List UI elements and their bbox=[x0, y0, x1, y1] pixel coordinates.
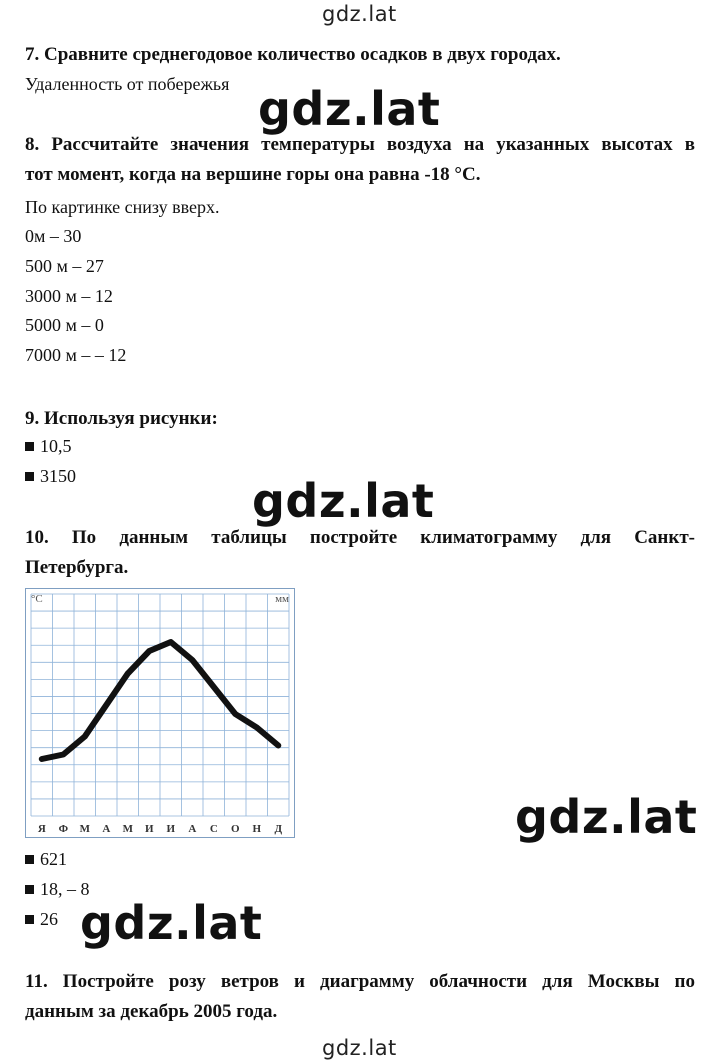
watermark-big-2: gdz.lat bbox=[252, 474, 435, 528]
x-tick-label: А bbox=[188, 823, 197, 835]
bullet-text: 621 bbox=[40, 849, 67, 869]
climatogram-chart bbox=[25, 588, 295, 838]
q9-bullet bbox=[25, 463, 76, 489]
watermark-big-4: gdz.lat bbox=[80, 896, 263, 950]
q7-answer: Удаленность от побережья bbox=[25, 74, 230, 94]
q11-title-line2: данным за декабрь 2005 года. bbox=[25, 1001, 278, 1022]
bullet-text: 3150 bbox=[40, 466, 76, 486]
q8-row: 500 м – 27 bbox=[25, 256, 104, 276]
y-right-label: мм bbox=[275, 593, 289, 605]
q10-bullet bbox=[25, 906, 58, 932]
x-tick-label: О bbox=[231, 823, 240, 835]
bullet-square-icon bbox=[25, 855, 34, 864]
q7-title: 7. Сравните среднегодовое количество осадков в двух городах. bbox=[25, 44, 561, 65]
q8-row: 3000 м – 12 bbox=[25, 286, 113, 306]
bullet-square-icon bbox=[25, 442, 34, 451]
x-tick-label: М bbox=[79, 823, 90, 835]
x-tick-label: И bbox=[145, 823, 154, 835]
q8-title-line1: 8. Рассчитайте значения температуры воздуха на указанных высотах в bbox=[25, 134, 695, 155]
q9-title: 9. Используя рисунки: bbox=[25, 408, 218, 429]
q10-bullet bbox=[25, 846, 67, 872]
bullet-square-icon bbox=[25, 472, 34, 481]
bullet-text: 18, – 8 bbox=[40, 879, 90, 899]
y-left-label: °C bbox=[31, 593, 43, 605]
bullet-square-icon bbox=[25, 885, 34, 894]
q8-row: 7000 м – – 12 bbox=[25, 345, 127, 365]
x-tick-label: М bbox=[122, 823, 133, 835]
q10-title-line1: 10. По данным таблицы постройте климатограмму для Санкт- bbox=[25, 527, 695, 548]
q8-row: 5000 м – 0 bbox=[25, 315, 104, 335]
q10-title-line2: Петербурга. bbox=[25, 557, 129, 578]
watermark-top: gdz.lat bbox=[322, 2, 397, 26]
bullet-text: 10,5 bbox=[40, 436, 72, 456]
q9-bullet bbox=[25, 433, 72, 459]
q8-intro: По картинке снизу вверх. bbox=[25, 197, 220, 217]
x-tick-label: Д bbox=[274, 823, 283, 835]
x-tick-label: С bbox=[209, 823, 218, 835]
q8-row: 0м – 30 bbox=[25, 226, 82, 246]
x-tick-label: И bbox=[166, 823, 176, 835]
watermark-big-1: gdz.lat bbox=[258, 82, 441, 136]
bullet-text: 26 bbox=[40, 909, 58, 929]
watermark-bottom: gdz.lat bbox=[322, 1036, 397, 1060]
q11-title-line1: 11. Постройте розу ветров и диаграмму облачности для Москвы по bbox=[25, 971, 695, 992]
x-tick-label: А bbox=[102, 823, 111, 835]
watermark-big-3: gdz.lat bbox=[515, 790, 698, 844]
x-tick-label: Ф bbox=[58, 823, 69, 835]
x-tick-label: Н bbox=[252, 823, 262, 835]
q8-title-line2: тот момент, когда на вершине горы она равна -18 °С. bbox=[25, 164, 481, 185]
bullet-square-icon bbox=[25, 915, 34, 924]
x-tick-label: Я bbox=[37, 823, 46, 835]
